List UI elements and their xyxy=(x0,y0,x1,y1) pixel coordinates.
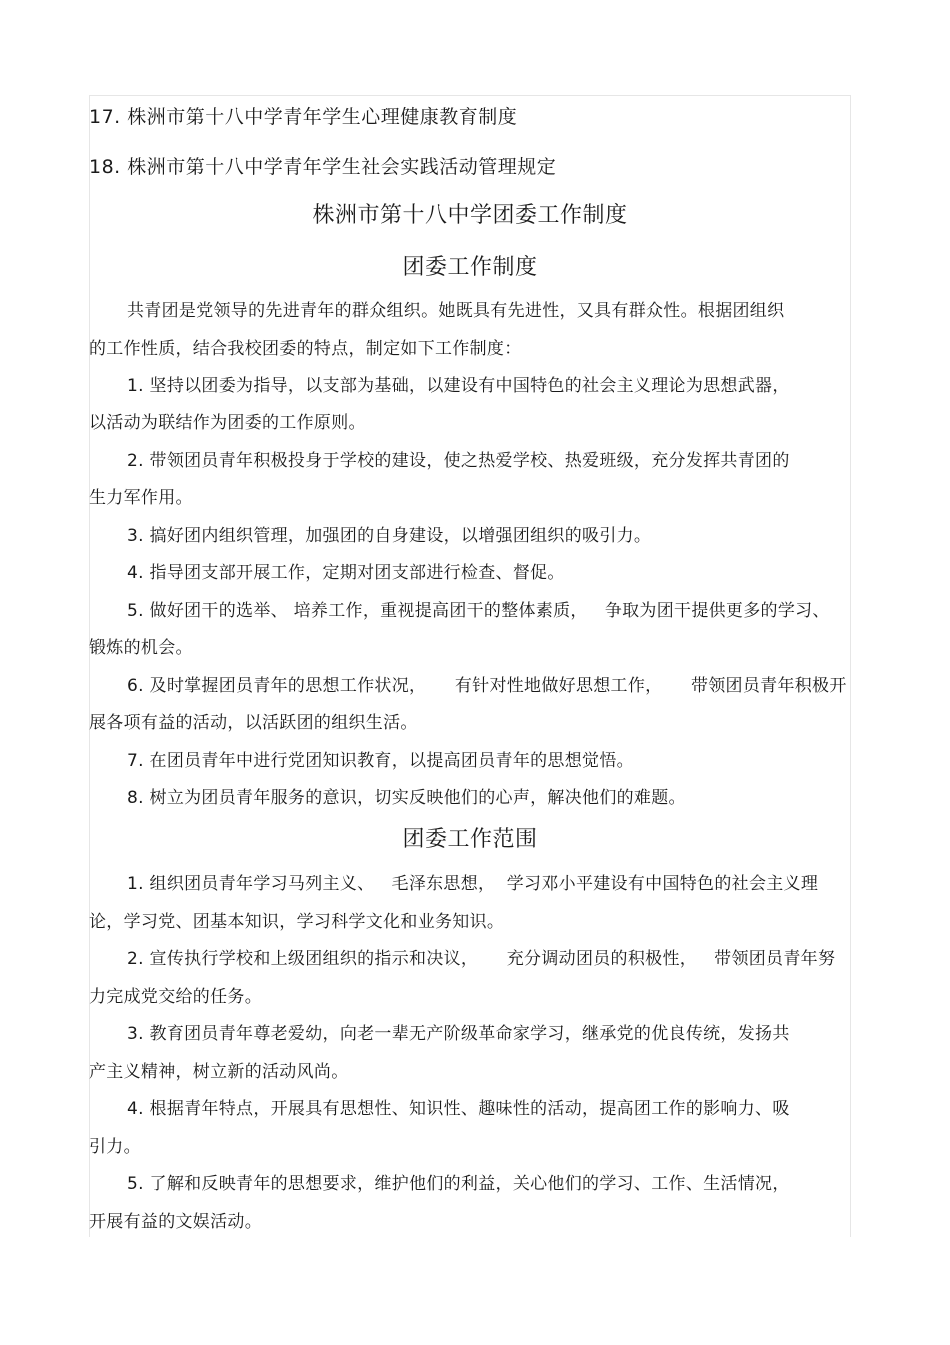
rule-3: 3. 搞好团内组织管理，加强团的自身建设，以增强团组织的吸引力。 xyxy=(127,526,652,546)
scope-3-line-1: 3. 教育团员青年尊老爱幼，向老一辈无产阶级革命家学习，继承党的优良传统，发扬共 xyxy=(127,1024,790,1044)
scope-5-line-2: 开展有益的文娱活动。 xyxy=(89,1212,262,1232)
scope-2-line-1: 2. 宣传执行学校和上级团组织的指示和决议， 充分调动团员的积极性， 带领团员青年努 xyxy=(127,949,836,969)
scope-4-line-1: 4. 根据青年特点，开展具有思想性、知识性、趣味性的活动，提高团工作的影响力、吸 xyxy=(127,1099,790,1119)
section-heading-work-system: 团委工作制度 xyxy=(402,255,538,280)
rule-4: 4. 指导团支部开展工作，定期对团支部进行检查、督促。 xyxy=(127,563,565,583)
scope-3-line-2: 产主义精神，树立新的活动风尚。 xyxy=(89,1062,349,1082)
scope-1-line-1: 1. 组织团员青年学习马列主义、 毛泽东思想， 学习邓小平建设有中国特色的社会主义理 xyxy=(127,874,819,894)
rule-1-line-1: 1. 坚持以团委为指导，以支部为基础，以建设有中国特色的社会主义理论为思想武器， xyxy=(127,376,790,396)
intro-line-1: 共青团是党领导的先进青年的群众组织。她既具有先进性，又具有群众性。根据团组织 xyxy=(127,301,785,321)
list-item-17: 17. 株洲市第十八中学青年学生心理健康教育制度 xyxy=(89,106,518,128)
scope-5-line-1: 5. 了解和反映青年的思想要求，维护他们的利益，关心他们的学习、工作、生活情况， xyxy=(127,1174,790,1194)
rule-6-line-2: 展各项有益的活动，以活跃团的组织生活。 xyxy=(89,713,418,733)
rule-8: 8. 树立为团员青年服务的意识，切实反映他们的心声，解决他们的难题。 xyxy=(127,788,686,808)
rule-5-line-2: 锻炼的机会。 xyxy=(89,638,193,658)
rule-7: 7. 在团员青年中进行党团知识教育，以提高团员青年的思想觉悟。 xyxy=(127,751,634,771)
scope-2-line-2: 力完成党交给的任务。 xyxy=(89,987,262,1007)
rule-6-line-1: 6. 及时掌握团员青年的思想工作状况， 有针对性地做好思想工作， 带领团员青年积极开 xyxy=(127,676,847,696)
scope-1-line-2: 论，学习党、团基本知识，学习科学文化和业务知识。 xyxy=(89,912,505,932)
list-item-18: 18. 株洲市第十八中学青年学生社会实践活动管理规定 xyxy=(89,156,557,178)
rule-2-line-1: 2. 带领团员青年积极投身于学校的建设，使之热爱学校、热爱班级，充分发挥共青团的 xyxy=(127,451,790,471)
rule-5-line-1: 5. 做好团干的选举、 培养工作，重视提高团干的整体素质， 争取为团干提供更多的学习、 xyxy=(127,601,830,621)
intro-line-2: 的工作性质，结合我校团委的特点，制定如下工作制度： xyxy=(89,339,522,359)
section-heading-work-scope: 团委工作范围 xyxy=(402,827,538,852)
document-title: 株洲市第十八中学团委工作制度 xyxy=(312,203,628,228)
rule-1-line-2: 以活动为联结作为团委的工作原则。 xyxy=(89,413,366,433)
rule-2-line-2: 生力军作用。 xyxy=(89,488,193,508)
scope-4-line-2: 引力。 xyxy=(89,1137,141,1157)
